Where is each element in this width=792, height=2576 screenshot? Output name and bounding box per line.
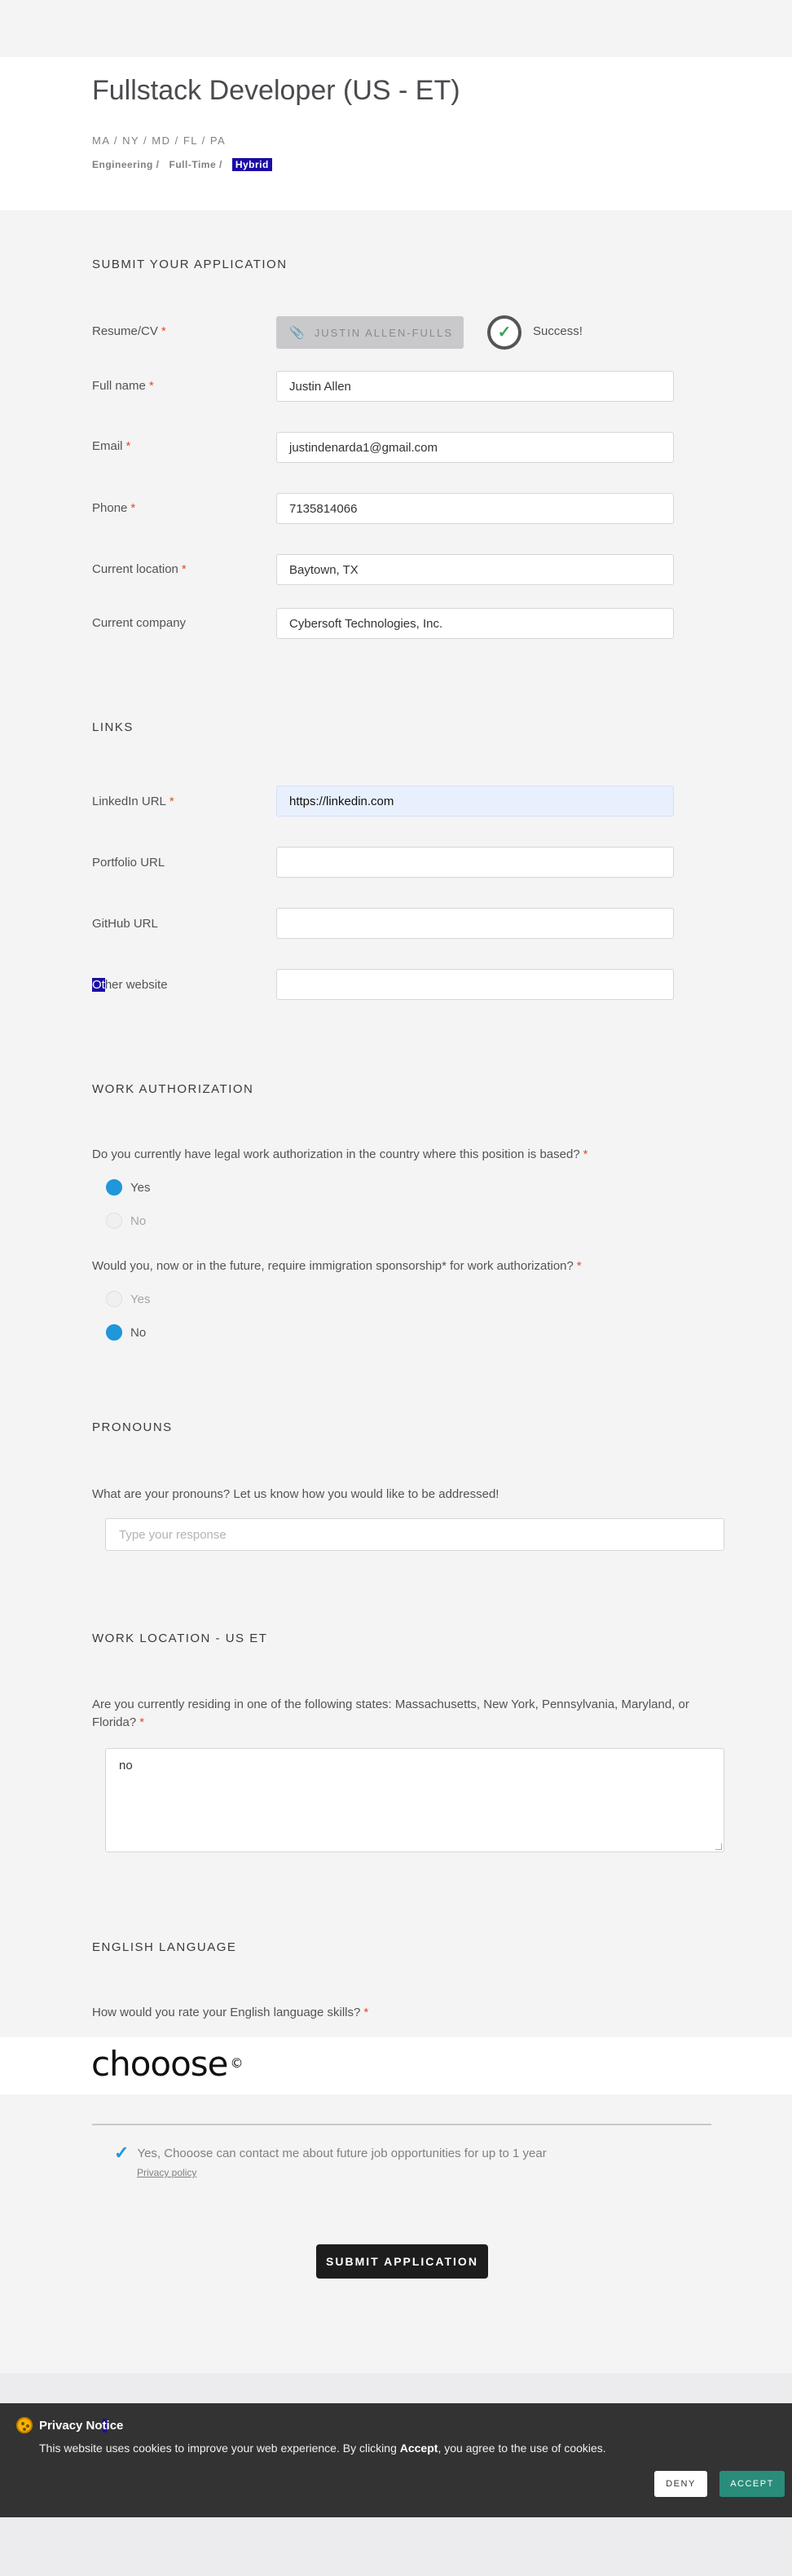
submit-application-button[interactable]: SUBMIT APPLICATION bbox=[316, 2244, 488, 2279]
email-label: Email * bbox=[92, 439, 131, 453]
resize-handle-icon[interactable] bbox=[715, 1843, 722, 1850]
work-auth-question: Do you currently have legal work authorization in the country where this position is based? * bbox=[92, 1147, 588, 1161]
contact-consent-checkbox[interactable]: ✓ Yes, Chooose can contact me about future job opportunities for up to 1 year bbox=[114, 2142, 547, 2163]
github-label: GitHub URL bbox=[92, 917, 158, 931]
top-band bbox=[0, 0, 792, 57]
cookie-message: This website uses cookies to improve your web experience. By clicking Accept, you agree to the use of cookies. bbox=[39, 2442, 606, 2455]
linkedin-field[interactable]: https://linkedin.com bbox=[276, 786, 674, 817]
job-tags bbox=[92, 158, 282, 171]
portfolio-field[interactable] bbox=[276, 847, 674, 878]
links-section-title: LINKS bbox=[92, 720, 134, 734]
success-icon: ✓ bbox=[487, 315, 521, 350]
company-field[interactable]: Cybersoft Technologies, Inc. bbox=[276, 608, 674, 639]
pronouns-input[interactable]: Type your response bbox=[105, 1518, 724, 1551]
pronouns-question: What are your pronouns? Let us know how you would like to be addressed! bbox=[92, 1487, 499, 1501]
tag-commitment: Full-Time / bbox=[169, 159, 222, 170]
job-title: Fullstack Developer (US - ET) bbox=[92, 75, 460, 106]
full-name-field[interactable]: Justin Allen bbox=[276, 371, 674, 402]
work-auth-section-title: WORK AUTHORIZATION bbox=[92, 1082, 254, 1096]
cookie-title: Privacy No t ice bbox=[16, 2417, 123, 2433]
work-location-question: Are you currently residing in one of the following states: Massachusetts, New York, Pennsylvania, Maryland, or Florida? * bbox=[92, 1698, 689, 1729]
sponsorship-question: Would you, now or in the future, require immigration sponsorship* for work authorization? * bbox=[92, 1259, 582, 1273]
other-website-label: Other website bbox=[92, 978, 168, 992]
work-auth-yes-radio[interactable]: Yes bbox=[106, 1179, 150, 1196]
checkmark-icon: ✓ bbox=[114, 2142, 130, 2163]
accept-button[interactable]: ACCEPT bbox=[719, 2471, 785, 2497]
pronouns-section-title: PRONOUNS bbox=[92, 1420, 173, 1434]
cookie-banner bbox=[0, 2403, 792, 2517]
radio-selected-icon bbox=[106, 1324, 122, 1341]
upload-success-text: Success! bbox=[533, 324, 583, 338]
sponsorship-yes-radio[interactable]: Yes bbox=[106, 1291, 150, 1307]
english-question: How would you rate your English language skills? * bbox=[92, 2006, 369, 2019]
radio-selected-icon bbox=[106, 1179, 122, 1196]
phone-label: Phone * bbox=[92, 501, 136, 515]
cookie-icon bbox=[16, 2417, 33, 2433]
radio-empty-icon bbox=[106, 1291, 122, 1307]
email-field[interactable]: justindenarda1@gmail.com bbox=[276, 432, 674, 463]
work-location-textarea[interactable]: no bbox=[105, 1748, 724, 1852]
linkedin-label: LinkedIn URL * bbox=[92, 795, 174, 808]
job-locations: MA / NY / MD / FL / PA bbox=[92, 134, 227, 147]
work-location-section-title: WORK LOCATION - US ET bbox=[92, 1631, 268, 1645]
location-field[interactable]: Baytown, TX bbox=[276, 554, 674, 585]
portfolio-label: Portfolio URL bbox=[92, 856, 165, 870]
full-name-label: Full name * bbox=[92, 379, 154, 393]
company-label: Current company bbox=[92, 616, 187, 630]
tag-team: Engineering / bbox=[92, 159, 160, 170]
paperclip-icon: 📎 bbox=[289, 326, 306, 340]
phone-field[interactable]: 7135814066 bbox=[276, 493, 674, 524]
privacy-policy-link[interactable]: Privacy policy bbox=[137, 2167, 197, 2178]
other-website-field[interactable] bbox=[276, 969, 674, 1000]
deny-button[interactable]: DENY bbox=[654, 2471, 707, 2497]
github-field[interactable] bbox=[276, 908, 674, 939]
resume-upload-button[interactable]: 📎 JUSTIN ALLEN-FULLS bbox=[276, 316, 464, 349]
footer-logo-band bbox=[0, 2037, 792, 2094]
english-section-title: ENGLISH LANGUAGE bbox=[92, 1940, 237, 1954]
radio-empty-icon bbox=[106, 1213, 122, 1229]
resume-label: Resume/CV * bbox=[92, 324, 166, 338]
location-label: Current location * bbox=[92, 562, 187, 576]
company-logo: chooose © bbox=[91, 2044, 243, 2084]
work-auth-no-radio[interactable]: No bbox=[106, 1213, 146, 1229]
tag-workplace: Hybrid bbox=[232, 158, 272, 171]
sponsorship-no-radio[interactable]: No bbox=[106, 1324, 146, 1341]
application-section-title: SUBMIT YOUR APPLICATION bbox=[92, 258, 288, 271]
job-header bbox=[0, 57, 792, 210]
divider bbox=[92, 2124, 711, 2125]
